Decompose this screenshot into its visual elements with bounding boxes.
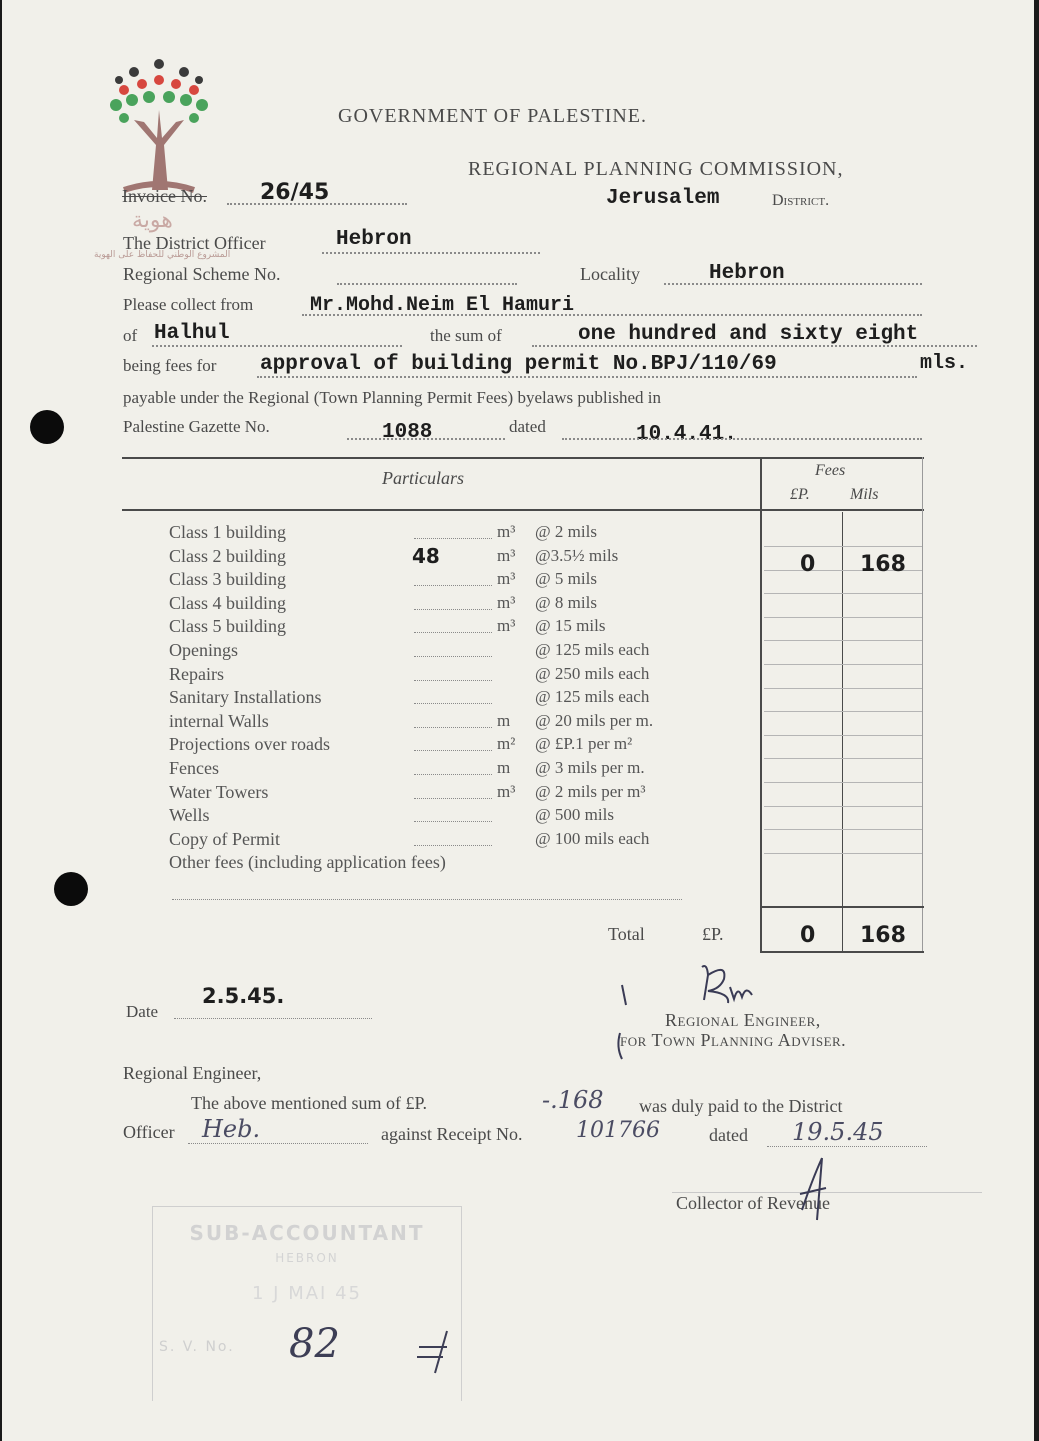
voucher-handwritten: 82 — [289, 1321, 340, 1367]
government-heading: GOVERNMENT OF PALESTINE. — [338, 105, 648, 127]
paid-text-1: The above mentioned sum of £P. — [191, 1093, 427, 1113]
date-dotline — [174, 1018, 372, 1019]
receipt-date-dotline — [767, 1146, 927, 1147]
dated-dotline — [562, 438, 922, 440]
table-row-unit: m³ — [497, 593, 516, 612]
locality-dotline — [664, 283, 922, 285]
table-row-label: Copy of Permit — [169, 829, 280, 849]
table-row-label: Other fees (including application fees) — [169, 852, 446, 872]
commission-heading: REGIONAL PLANNING COMMISSION, — [468, 158, 844, 180]
table-row-dotline — [414, 774, 492, 775]
table-top-rule — [122, 457, 924, 459]
of-label: of — [123, 326, 138, 345]
voucher-mark — [413, 1327, 457, 1377]
table-row-rate: @ 500 mils — [535, 805, 614, 824]
table-row-dotline — [414, 821, 492, 822]
punch-hole-top — [30, 410, 64, 444]
fees-header: Fees — [815, 462, 846, 479]
paid-text-2: was duly paid to the District — [639, 1096, 843, 1116]
right-column-rule — [922, 457, 923, 951]
locality-label: Locality — [580, 264, 640, 284]
collector-label: Collector of Revenue — [676, 1193, 830, 1213]
table-row-label: Water Towers — [169, 782, 269, 802]
table-row-label: Openings — [169, 640, 238, 660]
table-row-dotline — [414, 845, 492, 846]
total-currency: £P. — [702, 924, 724, 944]
table-row-label: Class 2 building — [169, 546, 287, 566]
table-row-dotline — [414, 585, 492, 586]
table-row-label: Projections over roads — [169, 734, 330, 754]
date-label: Date — [126, 1002, 159, 1021]
mils-column-rule — [842, 512, 843, 951]
fees-value: approval of building permit No.BPJ/110/69 — [260, 353, 777, 376]
fee-cell-rule — [764, 640, 922, 641]
table-row-rate: @ 125 mils each — [535, 640, 650, 659]
table-row-unit: m³ — [497, 546, 516, 565]
table-row-unit: m — [497, 758, 511, 777]
table-row-dotline — [414, 727, 492, 728]
total-bottom-rule — [760, 951, 924, 953]
stamp-line4: S. V. No. — [159, 1339, 235, 1355]
table-header-rule — [122, 509, 924, 511]
fee-cell-rule — [764, 853, 922, 854]
table-row-dotline — [414, 656, 492, 657]
fee-cell-rule — [764, 593, 922, 594]
lp-header: £P. — [790, 486, 810, 503]
table-row-dotline — [414, 680, 492, 681]
gazette-label: Palestine Gazette No. — [123, 417, 270, 436]
collect-value: Mr.Mohd.Neim El Hamuri — [310, 294, 575, 317]
fees-dotline — [257, 376, 917, 378]
fee-cell-rule — [764, 664, 922, 665]
fee-cell-rule — [764, 758, 922, 759]
fee-cell-rule — [764, 711, 922, 712]
gazette-value: 1088 — [382, 421, 433, 444]
payable-text: payable under the Regional (Town Planning Permit Fees) byelaws published in — [123, 388, 661, 407]
officer-footer-label: Officer — [123, 1122, 175, 1142]
fee-cell-rule — [764, 688, 922, 689]
fees-column-rule — [760, 457, 762, 951]
table-row-unit: m — [497, 711, 511, 730]
table-row-dotline — [414, 538, 492, 539]
table-row-dotline — [414, 609, 492, 610]
invoice-dotline — [227, 203, 407, 205]
table-row-rate: @ 100 mils each — [535, 829, 650, 848]
receipt-handwritten: 101766 — [576, 1118, 660, 1143]
addressee: Regional Engineer, — [123, 1063, 262, 1083]
scheme-label: Regional Scheme No. — [123, 264, 281, 284]
gazette-dotline — [347, 438, 505, 440]
row2-mils-value: 168 — [860, 552, 906, 577]
table-row-label: internal Walls — [169, 711, 269, 731]
table-row-dotline — [414, 750, 492, 751]
table-row-rate: @ 20 mils per m. — [535, 711, 654, 730]
other-fees-dotline — [172, 899, 682, 900]
table-row-rate: @ £P.1 per m² — [535, 734, 633, 753]
officer-footer-dotline — [188, 1143, 368, 1144]
sum-value: one hundred and sixty eight — [578, 323, 919, 346]
table-row-label: Class 1 building — [169, 522, 287, 542]
paid-sum-handwritten: -.168 — [542, 1086, 604, 1114]
table-row-unit: m³ — [497, 522, 516, 541]
receipt-date-handwritten: 19.5.45 — [792, 1118, 884, 1146]
table-row-unit: m³ — [497, 569, 516, 588]
table-row-label: Wells — [169, 805, 210, 825]
table-row-label: Class 5 building — [169, 616, 287, 636]
total-mils-value: 168 — [860, 923, 906, 948]
collect-dotline — [302, 314, 922, 316]
district-value: Jerusalem — [606, 187, 720, 210]
table-row-label: Sanitary Installations — [169, 687, 322, 707]
invoice-label: Invoice No. — [122, 186, 207, 206]
of-value: Halhul — [154, 322, 230, 345]
table-row-label: Repairs — [169, 664, 224, 684]
locality-value: Hebron — [709, 262, 785, 285]
date-value: 2.5.45. — [202, 984, 285, 1008]
dated-value: 10.4.41. — [636, 423, 737, 446]
table-row-rate: @ 8 mils — [535, 593, 597, 612]
sum-dotline — [532, 345, 977, 347]
fee-cell-rule — [764, 735, 922, 736]
of-dotline — [152, 345, 402, 347]
table-row-dotline — [414, 632, 492, 633]
stamp-line3: 1 J MAI 45 — [252, 1283, 362, 1304]
receipt-dated-label: dated — [709, 1125, 748, 1145]
table-row-quantity: 48 — [412, 544, 440, 568]
fee-cell-rule — [764, 806, 922, 807]
invoice-number: 26/45 — [260, 180, 330, 205]
table-row-rate: @ 250 mils each — [535, 664, 650, 683]
logo-caption: المشروع الوطني للحفاظ على الهوية — [94, 250, 231, 260]
stamp-line2: HEBRON — [275, 1251, 339, 1265]
table-row-rate: @ 15 mils — [535, 616, 606, 635]
officer-label: The District Officer — [123, 233, 266, 253]
table-row-rate: @ 3 mils per m. — [535, 758, 645, 777]
fee-cell-rule — [764, 617, 922, 618]
engineer-title: Regional Engineer, — [665, 1010, 821, 1030]
table-row-dotline — [414, 703, 492, 704]
particulars-header: Particulars — [382, 468, 465, 488]
fees-label: being fees for — [123, 356, 217, 375]
accountant-stamp — [152, 1206, 462, 1401]
table-row-label: Class 4 building — [169, 593, 287, 613]
total-top-rule — [760, 906, 924, 908]
punch-hole-bottom — [54, 872, 88, 906]
logo-arabic: هوية — [132, 208, 173, 233]
dated-label: dated — [509, 417, 546, 436]
table-row-unit: m³ — [497, 782, 516, 801]
total-label: Total — [608, 924, 645, 944]
table-row-label: Fences — [169, 758, 219, 778]
table-row-rate: @3.5½ mils — [535, 546, 619, 565]
table-row-rate: @ 2 mils — [535, 522, 597, 541]
table-row-rate: @ 2 mils per m³ — [535, 782, 646, 801]
document-page — [2, 0, 1034, 1441]
sum-label: the sum of — [430, 326, 502, 345]
stamp-line1: SUB-ACCOUNTANT — [189, 1221, 425, 1245]
table-row-label: Class 3 building — [169, 569, 287, 589]
collector-signature — [782, 1150, 832, 1230]
fee-cell-rule — [764, 546, 922, 547]
officer-value: Hebron — [336, 228, 412, 251]
receipt-label: against Receipt No. — [381, 1124, 523, 1144]
total-lp-value: 0 — [800, 923, 816, 948]
table-row-unit: m² — [497, 734, 516, 753]
table-row-rate: @ 5 mils — [535, 569, 597, 588]
officer-dotline — [322, 252, 540, 254]
officer-handwritten: Heb. — [202, 1115, 261, 1143]
fee-cell-rule — [764, 782, 922, 783]
district-label: District. — [772, 192, 830, 209]
row2-lp-value: 0 — [800, 552, 816, 577]
table-row-dotline — [414, 798, 492, 799]
table-row-unit: m³ — [497, 616, 516, 635]
mls-label: mls. — [920, 352, 969, 375]
adviser-title: for Town Planning Adviser. — [620, 1030, 847, 1050]
fee-cell-rule — [764, 829, 922, 830]
table-row-rate: @ 125 mils each — [535, 687, 650, 706]
mils-header: Mils — [850, 486, 879, 503]
collect-label: Please collect from — [123, 295, 254, 314]
scheme-dotline — [337, 283, 517, 285]
